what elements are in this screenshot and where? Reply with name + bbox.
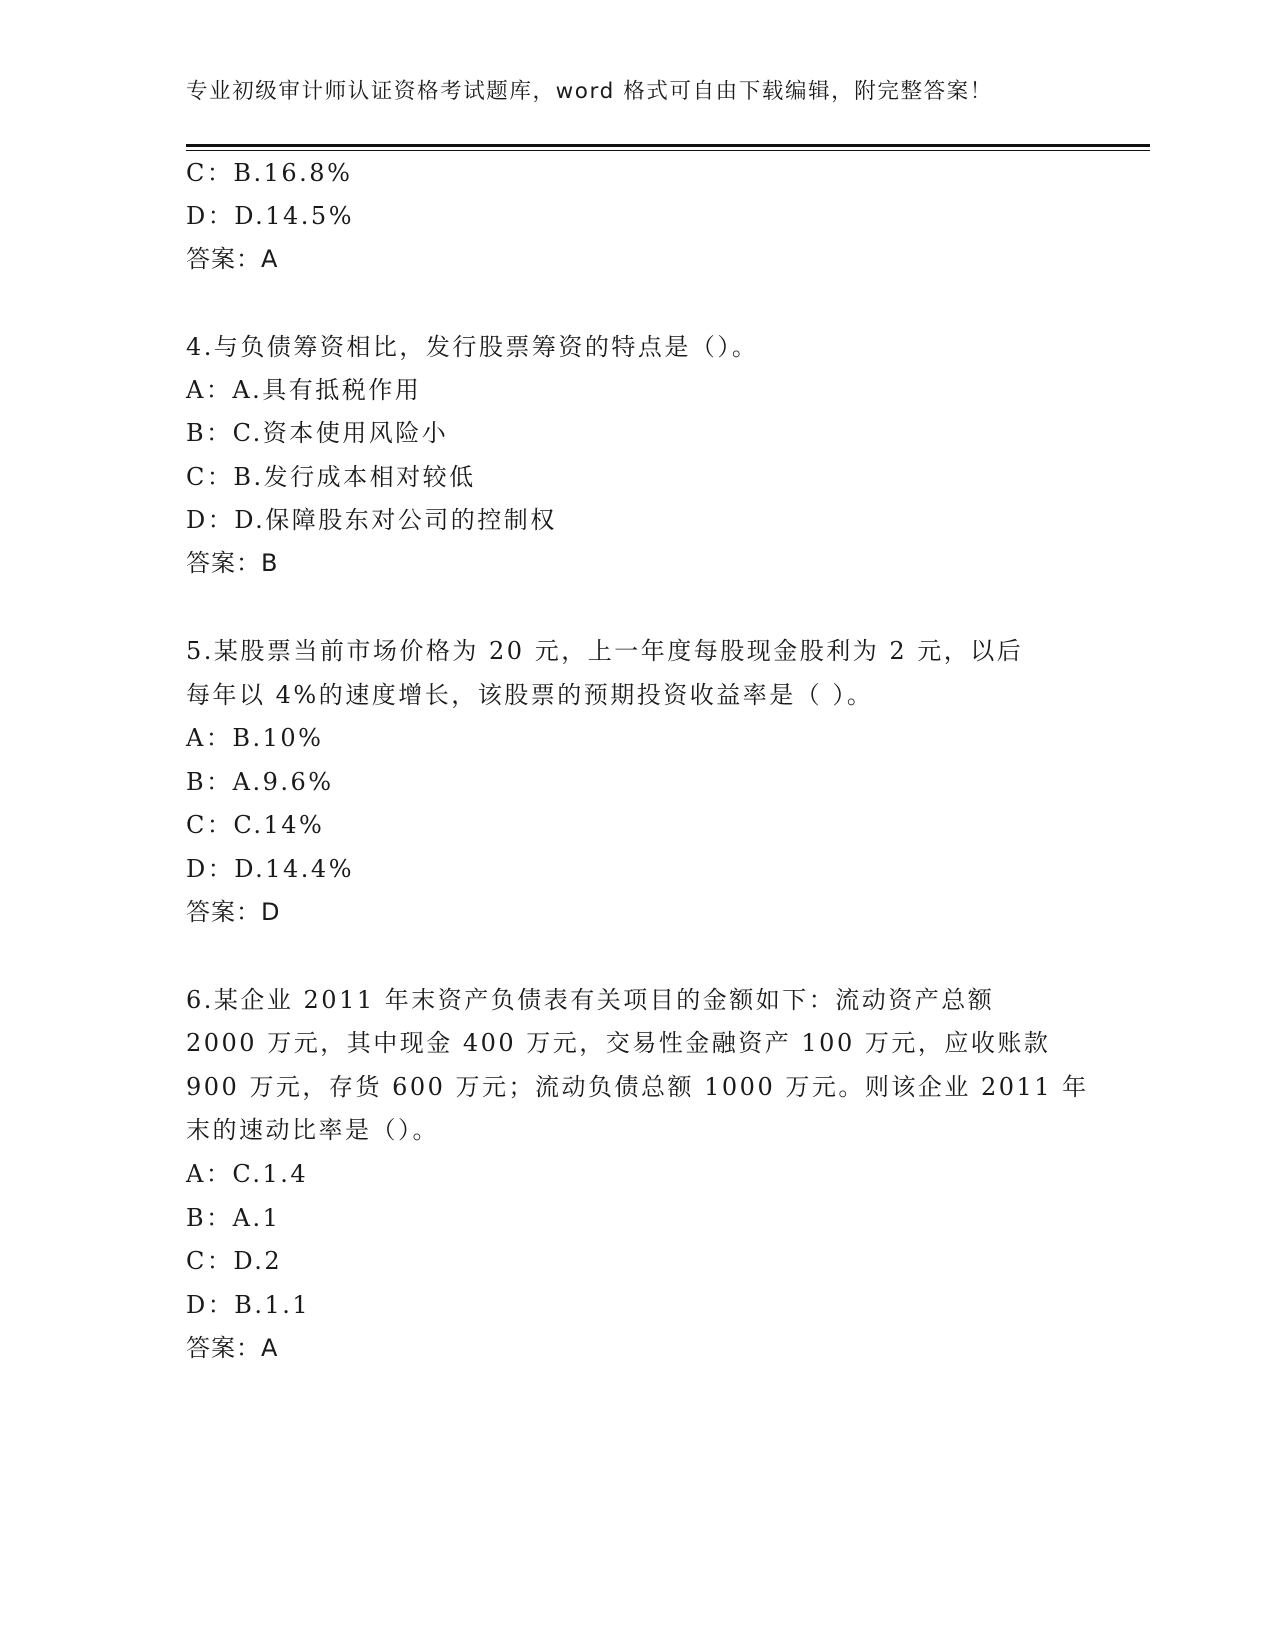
header-rule-thick xyxy=(186,144,1150,147)
option-d: D：D.保障股东对公司的控制权 xyxy=(186,506,557,534)
question-6-stem-line-3: 900 万元，存货 600 万元；流动负债总额 1000 万元。则该企业 2011 年 xyxy=(186,1073,1089,1101)
option-a: A：C.1.4 xyxy=(186,1160,309,1188)
option-d: D：D.14.4% xyxy=(186,855,354,883)
question-6-stem-line-2: 2000 万元，其中现金 400 万元，交易性金融资产 100 万元，应收账款 xyxy=(186,1029,1051,1057)
option-b: B：A.1 xyxy=(186,1204,281,1232)
answer-line: 答案：A xyxy=(186,245,279,273)
answer-line: 答案：A xyxy=(186,1334,279,1362)
option-b: B：A.9.6% xyxy=(186,768,334,796)
question-5-stem-line-2: 每年以 4%的速度增长，该股票的预期投资收益率是（ ）。 xyxy=(186,681,874,709)
option-d: D：B.1.1 xyxy=(186,1291,311,1319)
option-b: B：C.资本使用风险小 xyxy=(186,419,449,447)
option-c: C：D.2 xyxy=(186,1247,283,1275)
option-a: A：A.具有抵税作用 xyxy=(186,376,422,404)
option-c: C：B.16.8% xyxy=(186,159,353,187)
option-c: C：C.14% xyxy=(186,811,325,839)
page-header: 专业初级审计师认证资格考试题库，word 格式可自由下载编辑，附完整答案！ xyxy=(186,79,993,104)
option-a: A：B.10% xyxy=(186,724,324,752)
answer-line: 答案：D xyxy=(186,898,281,926)
answer-line: 答案：B xyxy=(186,549,279,577)
question-6-stem-line-1: 6.某企业 2011 年末资产负债表有关项目的金额如下：流动资产总额 xyxy=(186,986,995,1014)
header-rule-thin xyxy=(186,150,1150,151)
question-5-stem-line-1: 5.某股票当前市场价格为 20 元，上一年度每股现金股利为 2 元，以后 xyxy=(186,637,1024,665)
question-6-stem-line-4: 末的速动比率是（）。 xyxy=(186,1116,439,1144)
option-d: D：D.14.5% xyxy=(186,202,354,230)
option-c: C：B.发行成本相对较低 xyxy=(186,463,476,491)
question-4-stem: 4.与负债筹资相比，发行股票筹资的特点是（）。 xyxy=(186,333,759,361)
